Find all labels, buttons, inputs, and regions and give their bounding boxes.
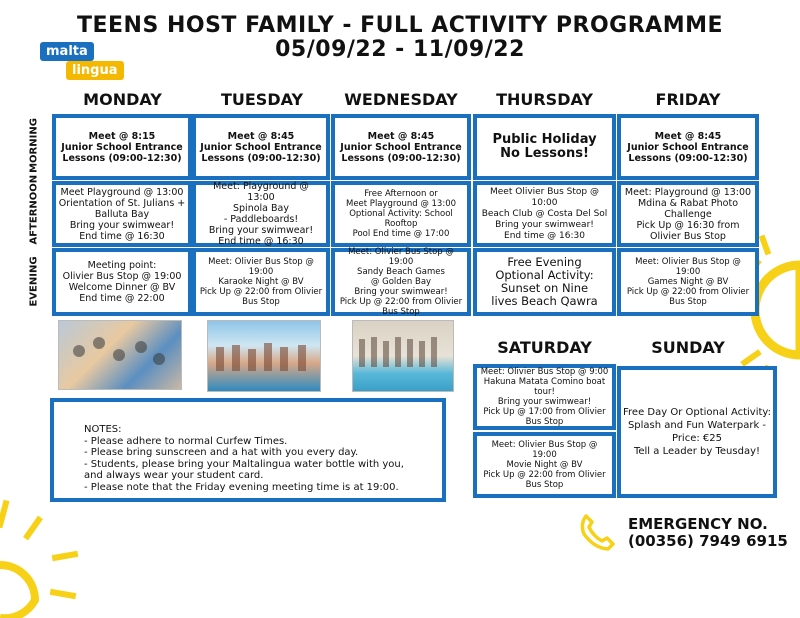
maltalingua-logo	[40, 42, 120, 86]
pool-group-photo-icon	[352, 320, 454, 392]
page-title: TEENS HOST FAMILY - FULL ACTIVITY PROGRAMME	[76, 13, 724, 38]
day-header-saturday: SATURDAY	[497, 338, 592, 357]
schedule-cell-thursday-evening	[473, 248, 616, 316]
phone-icon	[578, 512, 618, 552]
emergency-number: (00356) 7949 6915	[628, 532, 788, 550]
schedule-cell-monday-afternoon	[52, 181, 192, 247]
notes-box: NOTES: - Please adhere to normal Curfew Times. - Please bring sunscreen and a hat with you every day. - Students, please bring your Maltalingua water bottle with you, and always wear your student card. - Please note that the Friday evening meeting time is at 19:00.	[50, 398, 446, 502]
cell-text: Meet @ 8:45 Junior School Entrance Lessons (09:00-12:30)	[627, 130, 749, 164]
cell-text: Meet: Olivier Bus Stop @ 19:00 Sandy Beach Games @ Golden Bay Bring your swimwear! Pick Up @ 22:00 from Olivier Bus Stop	[339, 247, 463, 317]
schedule-cell-thursday-morning	[473, 114, 616, 180]
schedule-cell-wednesday-evening	[331, 248, 471, 316]
schedule-cell-tuesday-morning	[192, 114, 330, 180]
cell-text: Meet: Olivier Bus Stop @ 9:00 Hakuna Matata Comino boat tour! Bring your swimwear! Pick Up @ 17:00 from Olivier Bus Stop	[480, 367, 609, 427]
schedule-cell-thursday-afternoon	[473, 181, 616, 247]
period-label-morning: MORNING	[28, 118, 40, 173]
logo-word-lingua: lingua	[66, 61, 124, 80]
schedule-cell-friday-afternoon	[617, 181, 759, 247]
cell-text: Free Day Or Optional Activity: Splash and Fun Waterpark - Price: €25 Tell a Leader by Teusday!	[623, 407, 771, 457]
day-header-thursday: THURSDAY	[496, 90, 593, 109]
cell-text: Meet @ 8:45 Junior School Entrance Lessons (09:00-12:30)	[200, 130, 322, 164]
cell-text: Meet Playground @ 13:00 Orientation of St. Julians + Balluta Bay Bring your swimwear! End time @ 16:30	[58, 186, 186, 242]
day-header-sunday: SUNDAY	[651, 338, 725, 357]
schedule-cell-friday-evening	[617, 248, 759, 316]
cell-text: Meet @ 8:45 Junior School Entrance Lessons (09:00-12:30)	[340, 130, 462, 164]
cell-text: Meet: Olivier Bus Stop @ 19:00 Movie Night @ BV Pick Up @ 22:00 from Olivier Bus Stop	[483, 440, 606, 490]
cell-text: Meet: Playground @ 13:00 Mdina & Rabat Photo Challenge Pick Up @ 16:30 from Olivier Bus Stop	[624, 186, 752, 242]
cell-text: Public Holiday No Lessons!	[492, 132, 597, 161]
period-label-afternoon: AFTERNOON	[28, 174, 40, 245]
group-photo-icon	[58, 320, 182, 390]
schedule-cell-saturday-evening	[473, 432, 616, 498]
cell-text: Meeting point: Olivier Bus Stop @ 19:00 Welcome Dinner @ BV End time @ 22:00	[62, 260, 182, 304]
sun-decoration-left-icon	[0, 495, 90, 618]
beach-group-photo-icon	[207, 320, 321, 392]
day-header-friday: FRIDAY	[655, 90, 721, 109]
emergency-label: EMERGENCY NO.	[628, 515, 768, 533]
day-header-monday: MONDAY	[83, 90, 162, 109]
cell-text: Free Afternoon or Meet Playground @ 13:00 Optional Activity: School Rooftop Pool End time @ 17:00	[345, 189, 457, 239]
schedule-cell-monday-morning	[52, 114, 192, 180]
cell-text: Meet: Olivier Bus Stop @ 19:00 Games Night @ BV Pick Up @ 22:00 from Olivier Bus Stop	[626, 257, 750, 307]
schedule-cell-wednesday-afternoon	[331, 181, 471, 247]
cell-text: Meet: Playground @ 13:00 Spinola Bay - Paddleboards! Bring your swimwear! End time @ 16:30	[208, 181, 314, 247]
cell-text: Meet: Olivier Bus Stop @ 19:00 Karaoke Night @ BV Pick Up @ 22:00 from Olivier Bus Stop	[199, 257, 323, 307]
schedule-cell-monday-evening	[52, 248, 192, 316]
cell-text: Free Evening Optional Activity: Sunset on Nine lives Beach Qawra	[491, 255, 598, 308]
schedule-cell-tuesday-evening	[192, 248, 330, 316]
schedule-cell-friday-morning	[617, 114, 759, 180]
day-header-tuesday: TUESDAY	[220, 90, 304, 109]
schedule-cell-sunday	[617, 366, 777, 498]
period-label-evening: EVENING	[28, 256, 40, 307]
schedule-cell-saturday-day	[473, 364, 616, 430]
cell-text: Meet Olivier Bus Stop @ 10:00 Beach Club @ Costa Del Sol Bring your swimwear! End time @ 16:30	[481, 186, 608, 241]
day-header-wednesday: WEDNESDAY	[344, 90, 458, 109]
cell-text: Meet @ 8:15 Junior School Entrance Lessons (09:00-12:30)	[61, 130, 183, 164]
schedule-cell-tuesday-afternoon	[192, 181, 330, 247]
date-range: 05/09/22 - 11/09/22	[275, 37, 525, 62]
logo-word-malta: malta	[40, 42, 94, 61]
schedule-cell-wednesday-morning	[331, 114, 471, 180]
